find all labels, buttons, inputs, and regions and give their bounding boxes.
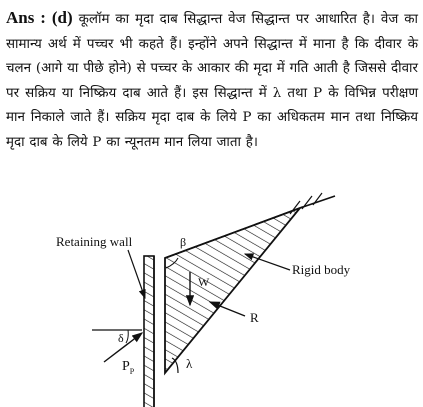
pp-label [122,359,135,376]
retaining-wall-label: Retaining wall [56,234,133,249]
weight-label: W [198,275,210,289]
retaining-wall-leader [128,250,145,298]
retaining-wall [144,256,154,407]
pp-sub: P [129,367,135,376]
beta-label: β [180,235,187,249]
delta-label: δ [118,331,124,345]
soil-wedge [165,208,300,373]
delta-angle-arc [126,330,128,343]
answer-body: कूलॉम का मृदा दाब सिद्धान्त वेज सिद्धान्त पर आधारित है। वेज का सामान्य अर्थ में पच्चर भी कहते हैं। इन्होंने अपने सिद्धान्त में माना है कि दीवार के चलन (आगे या पीछे होने) से पच्चर के आकार की मृदा में गति आती है जिससे दीवार पर सक्रिय या निष्क्रिय दाब आते हैं। इस सिद्धान्त में λ तथा P के विभिन्न परीक्षण मान निकाले जाते हैं। सक्रिय मृदा दाब के लिये P का अधिकतम मान तथा निष्क्रिय मृदा दाब के लिये P का न्यूनतम मान लिया जाता है। [6,12,418,150]
coulomb-wedge-diagram [0,190,423,407]
ground-surface-extension [300,196,335,208]
rigid-body-label: Rigid body [292,262,351,277]
pp-main: P [122,359,130,374]
answer-paragraph [6,6,418,156]
reaction-label: R [250,310,259,325]
lambda-label: λ [186,356,193,371]
answer-label: Ans : (d) [6,8,73,27]
